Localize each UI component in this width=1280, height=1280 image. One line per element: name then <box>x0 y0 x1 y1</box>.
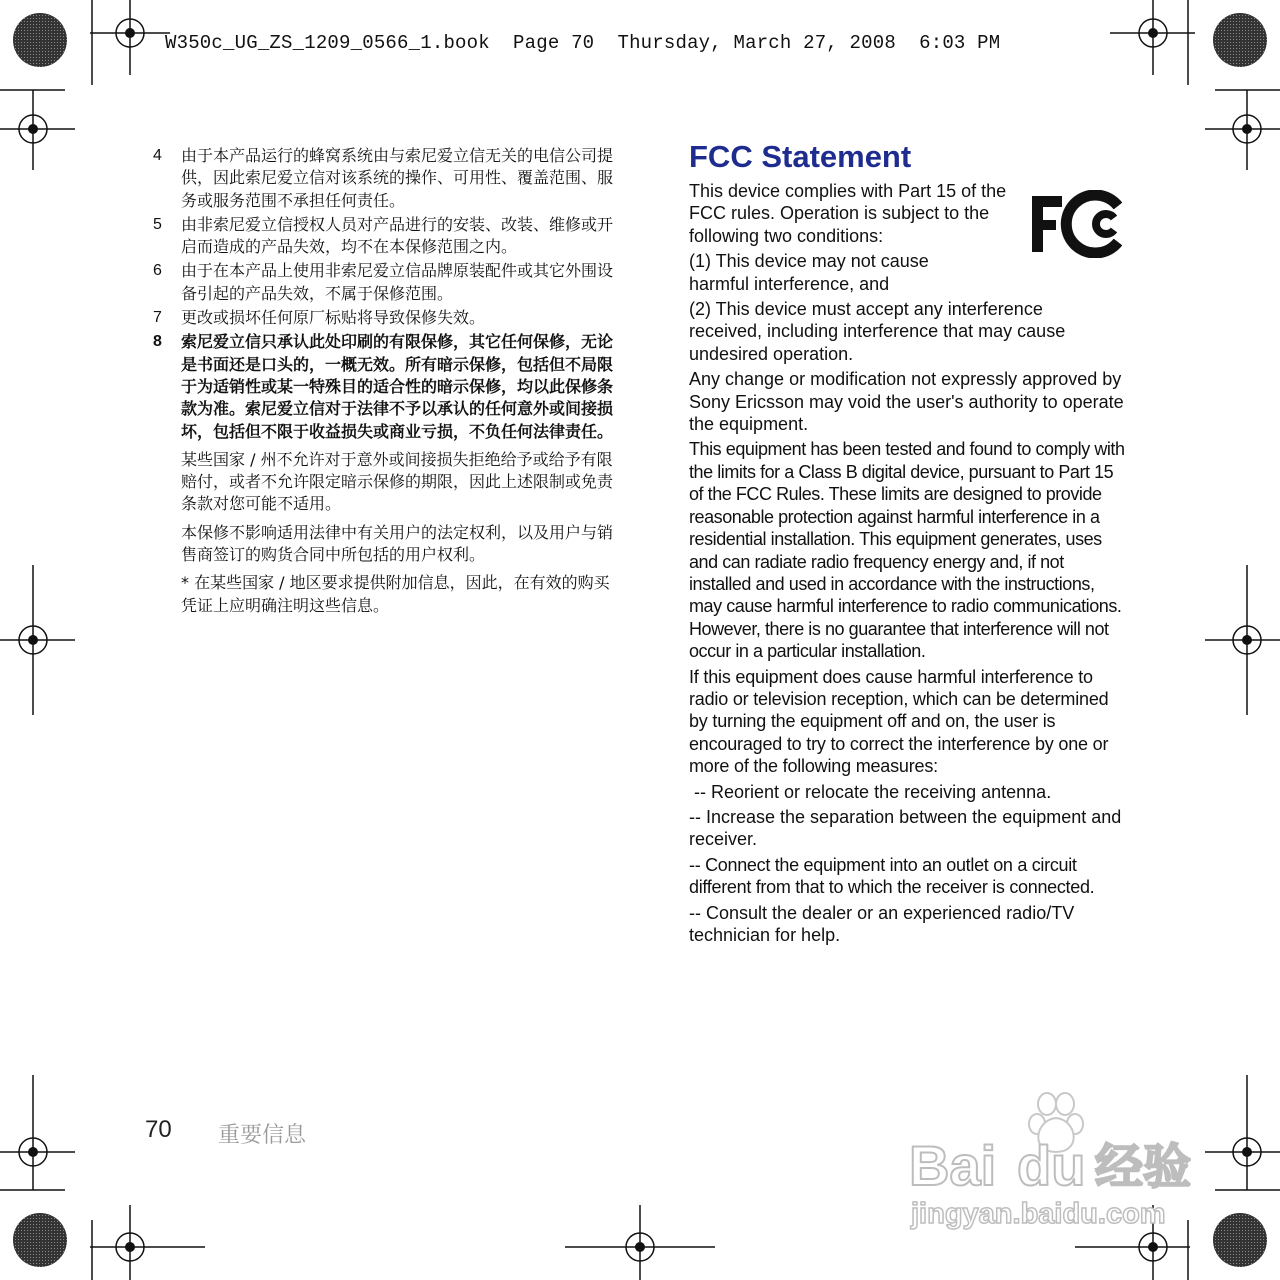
fcc-statement-body <box>689 180 1129 949</box>
watermark-brand-du: du <box>1017 1134 1086 1197</box>
item-number: 7 <box>153 309 162 327</box>
watermark-brand-cn: 经验 <box>1095 1139 1192 1195</box>
paragraph: This equipment has been tested and found to comply with the limits for a Class B digital device, pursuant to Part 15 of the FCC Rules. These limits are designed to provide reasonable protection against harmful interference in a residential installation. This equipment generates, uses and can radiate radio frequency energy and, if not installed and used in accordance with the instructions, may cause harmful interference to radio communications. However, there is no guarantee that interference will not occur in a particular installation. <box>689 439 1125 662</box>
item-text: 更改或损坏任何原厂标贴将导致保修失效。 <box>181 308 486 328</box>
list-item <box>150 214 615 259</box>
item-text: 由非索尼爱立信授权人员对产品进行的安装、改装、维修或开启而造成的产品失效，均不在本保修范围之内。 <box>181 214 614 257</box>
paragraph: This device complies with Part 15 of the FCC rules. Operation is subject to the following two conditions: <box>689 181 1007 246</box>
measure-item: -- Increase the separation between the equipment and receiver. <box>689 806 1122 850</box>
paragraph: 本保修不影响适用法律中有关用户的法定权利，以及用户与销售商签订的购货合同中所包括的用户权利。 <box>181 522 614 565</box>
paragraph: Any change or modification not expressly approved by Sony Ericsson may void the user's authority to operate the equipment. <box>689 369 1124 435</box>
item-number: 5 <box>153 215 162 233</box>
page-number: 70 <box>145 1116 172 1143</box>
list-item <box>150 260 615 305</box>
page-header: W350c_UG_ZS_1209_0566_1.book Page 70 Thursday, March 27, 2008 6:03 PM <box>165 32 1001 54</box>
paragraph: 某些国家 / 州不允许对于意外或间接损失拒绝给予或给予有限赔付，或者不允许限定暗示保修的期限，因此上述限制或免责条款对您可能不适用。 <box>181 449 614 514</box>
list-item <box>150 307 615 329</box>
item-number: 8 <box>153 333 162 351</box>
paragraph: (2) This device must accept any interference received, including interference that may cause undesired operation. <box>689 299 1066 364</box>
item-number: 4 <box>153 147 162 164</box>
warranty-column <box>150 145 615 617</box>
measure-item: -- Consult the dealer or an experienced radio/TV technician for help. <box>689 902 1075 945</box>
item-number: 6 <box>153 262 162 280</box>
item-text: 索尼爱立信只承认此处印刷的有限保修，其它任何保修，无论是书面还是口头的，一概无效。所有暗示保修，包括但不局限于为适销性或某一特殊目的适合性的暗示保修，均以此保修条款为准。索尼爱立信对于法律不予以承认的任何意外或间接损坏，包括但不限于收益损失或商业亏损，不负任何法律责任。 <box>181 332 614 441</box>
baidu-watermark <box>905 1090 1205 1240</box>
watermark-brand: Bai <box>909 1134 997 1197</box>
paragraph: * 在某些国家 / 地区要求提供附加信息，因此，在有效的购买凭证上应明确注明这些信息。 <box>181 573 610 615</box>
list-item <box>150 145 615 212</box>
list-item <box>150 331 615 442</box>
paragraph: If this equipment does cause harmful interference to radio or television reception, which can be determined by turning the equipment off and on, the user is encouraged to try to correct the interference by one or more of the following measures: <box>689 666 1109 777</box>
watermark-url: jingyan.baidu.com <box>911 1198 1166 1230</box>
section-name: 重要信息 <box>218 1123 307 1148</box>
paragraph: (1) This device may not cause harmful interference, and <box>689 251 929 294</box>
item-text: 由于在本产品上使用非索尼爱立信品牌原装配件或其它外围设备引起的产品失效，不属于保修范围。 <box>181 261 614 303</box>
section-title: FCC Statement <box>689 139 912 174</box>
measure-item: -- Connect the equipment into an outlet on a circuit different from that to which the receiver is connected. <box>689 854 1095 898</box>
measure-item: -- Reorient or relocate the receiving antenna. <box>689 781 1052 802</box>
item-text: 由于本产品运行的蜂窝系统由与索尼爱立信无关的电信公司提供，因此索尼爱立信对该系统的操作、可用性、覆盖范围、服务或服务范围不承担任何责任。 <box>181 146 614 210</box>
